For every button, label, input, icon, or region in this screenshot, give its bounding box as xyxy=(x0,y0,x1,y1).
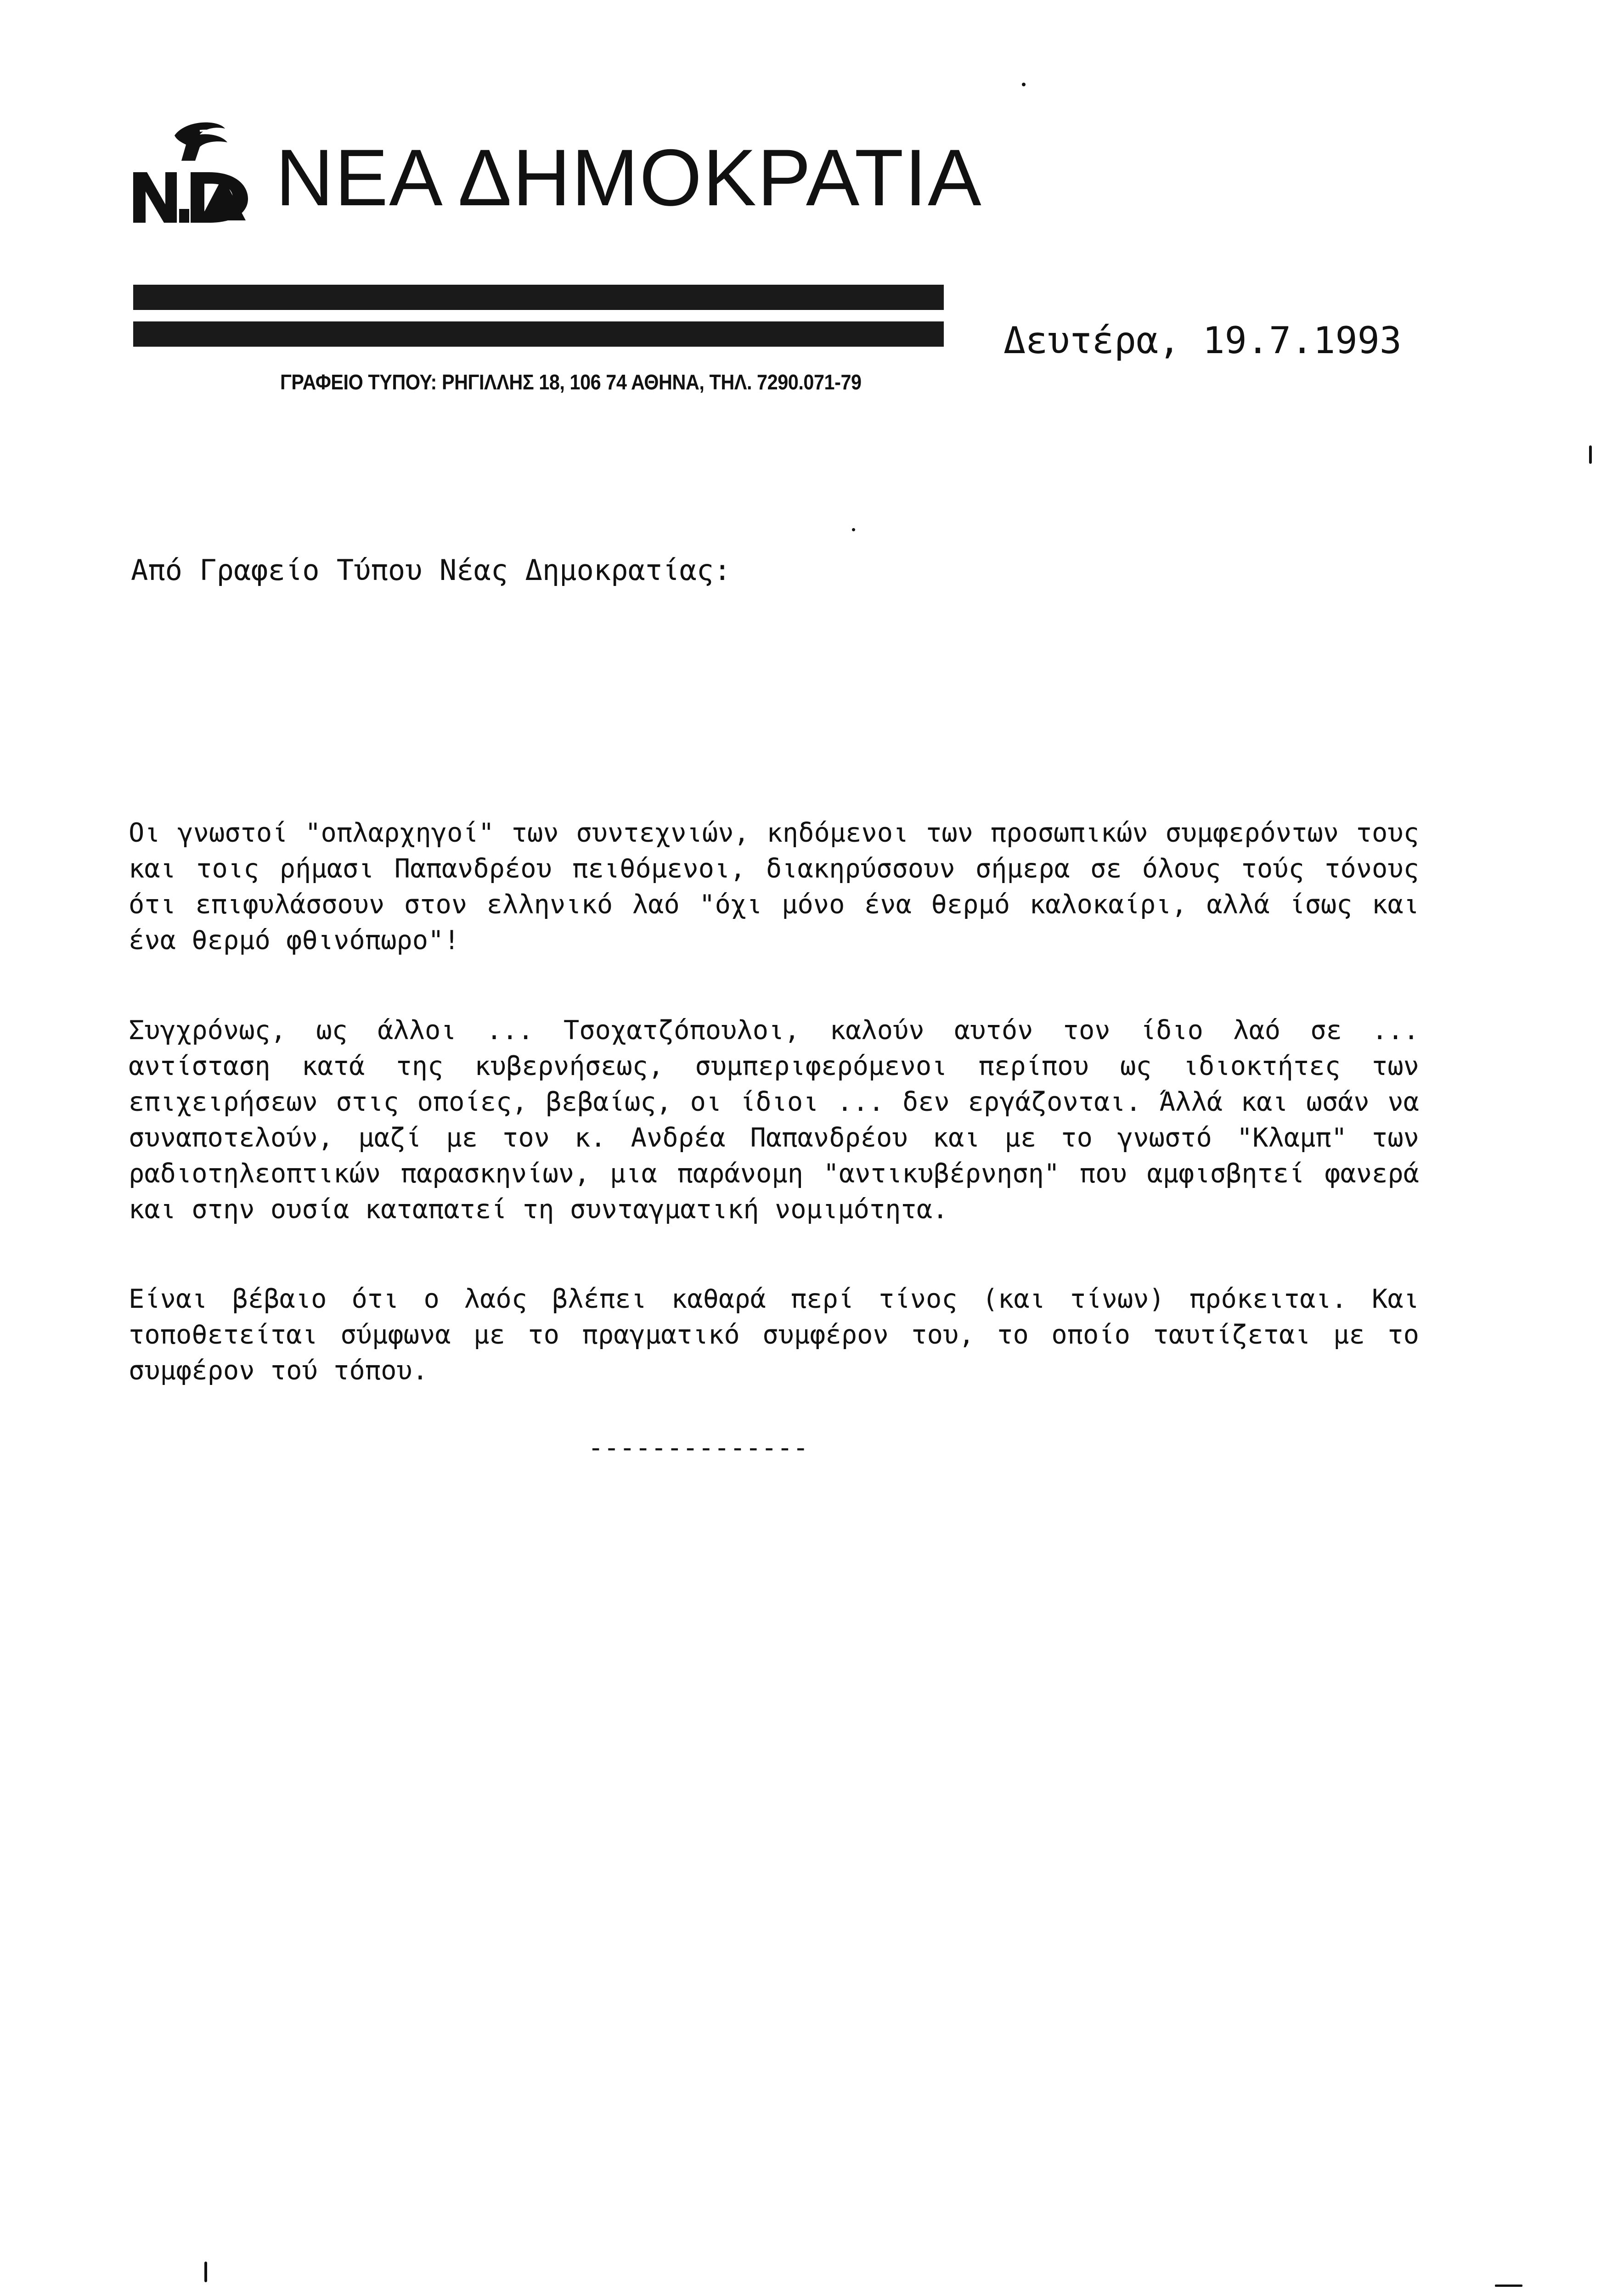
press-office-address: ΓΡΑΦΕΙΟ ΤΥΠΟΥ: ΡΗΓΙΛΛΗΣ 18, 106 74 ΑΘΗΝΑ, ΤΗΛ. 7290.071-79 xyxy=(280,370,862,394)
paragraph-1: Οι γνωστοί "οπλαρχηγοί" των συντεχνιών, κηδόμενοι των προσωπικών συμφερόντων τους και τοις ρήμασι Παπανδρέου πειθόμενοι, διακηρύσσουν σήμερα σε όλους τούς τόνους ότι επιφυλάσσουν στον ελληνικό λαό "όχι μόνο ένα θερμό καλοκαίρι, αλλά ίσως και ένα θερμό φθινόπωρο"! xyxy=(129,818,1419,956)
date-line: Δευτέρα, 19.7.1993 xyxy=(1003,319,1402,362)
party-logo xyxy=(131,117,250,225)
party-name: ΝΕΑ ΔΗΜΟΚΡΑΤΙΑ xyxy=(276,133,982,223)
paragraph-3: Είναι βέβαιο ότι ο λαός βλέπει καθαρά περί τίνος (και τίνων) πρόκειται. Και τοποθετείται σύμφωνα με το πραγματικό συμφέρον του, το οποίο ταυτίζεται με το συμφέρον τού τόπου. xyxy=(129,1284,1419,1386)
header-band-bottom xyxy=(133,321,944,347)
from-line: Από Γραφείο Τύπου Νέας Δημοκρατίας: xyxy=(131,553,731,587)
end-rule: -------------- xyxy=(588,1433,809,1463)
header-band-top xyxy=(133,285,944,310)
scan-speck xyxy=(1589,445,1592,464)
scan-speck xyxy=(204,2262,207,2282)
scan-speck xyxy=(1022,83,1026,86)
paragraph-2: Συγχρόνως, ως άλλοι ... Τσοχατζόπουλοι, καλούν αυτόν τον ίδιο λαό σε ... αντίσταση κατά της κυβερνήσεως, συμπεριφερόμενοι περίπου ως ιδιοκτήτες των επιχειρήσεων στις οποίες, βεβαίως, οι ίδιοι ... δεν εργάζονται. Άλλά και ωσάν να συναποτελούν, μαζί με τον κ. Ανδρέα Παπανδρέου και με το γνωστό "Κλαμπ" των ραδιοτηλεοπτικών παρασκηνίων, μια παράνομη "αντικυβέρνηση" που αμφισβητεί φανερά και στην ουσία καταπατεί τη συνταγματική νομιμότητα. xyxy=(129,1015,1419,1225)
scan-speck xyxy=(1495,2285,1522,2287)
scan-speck xyxy=(852,528,855,531)
